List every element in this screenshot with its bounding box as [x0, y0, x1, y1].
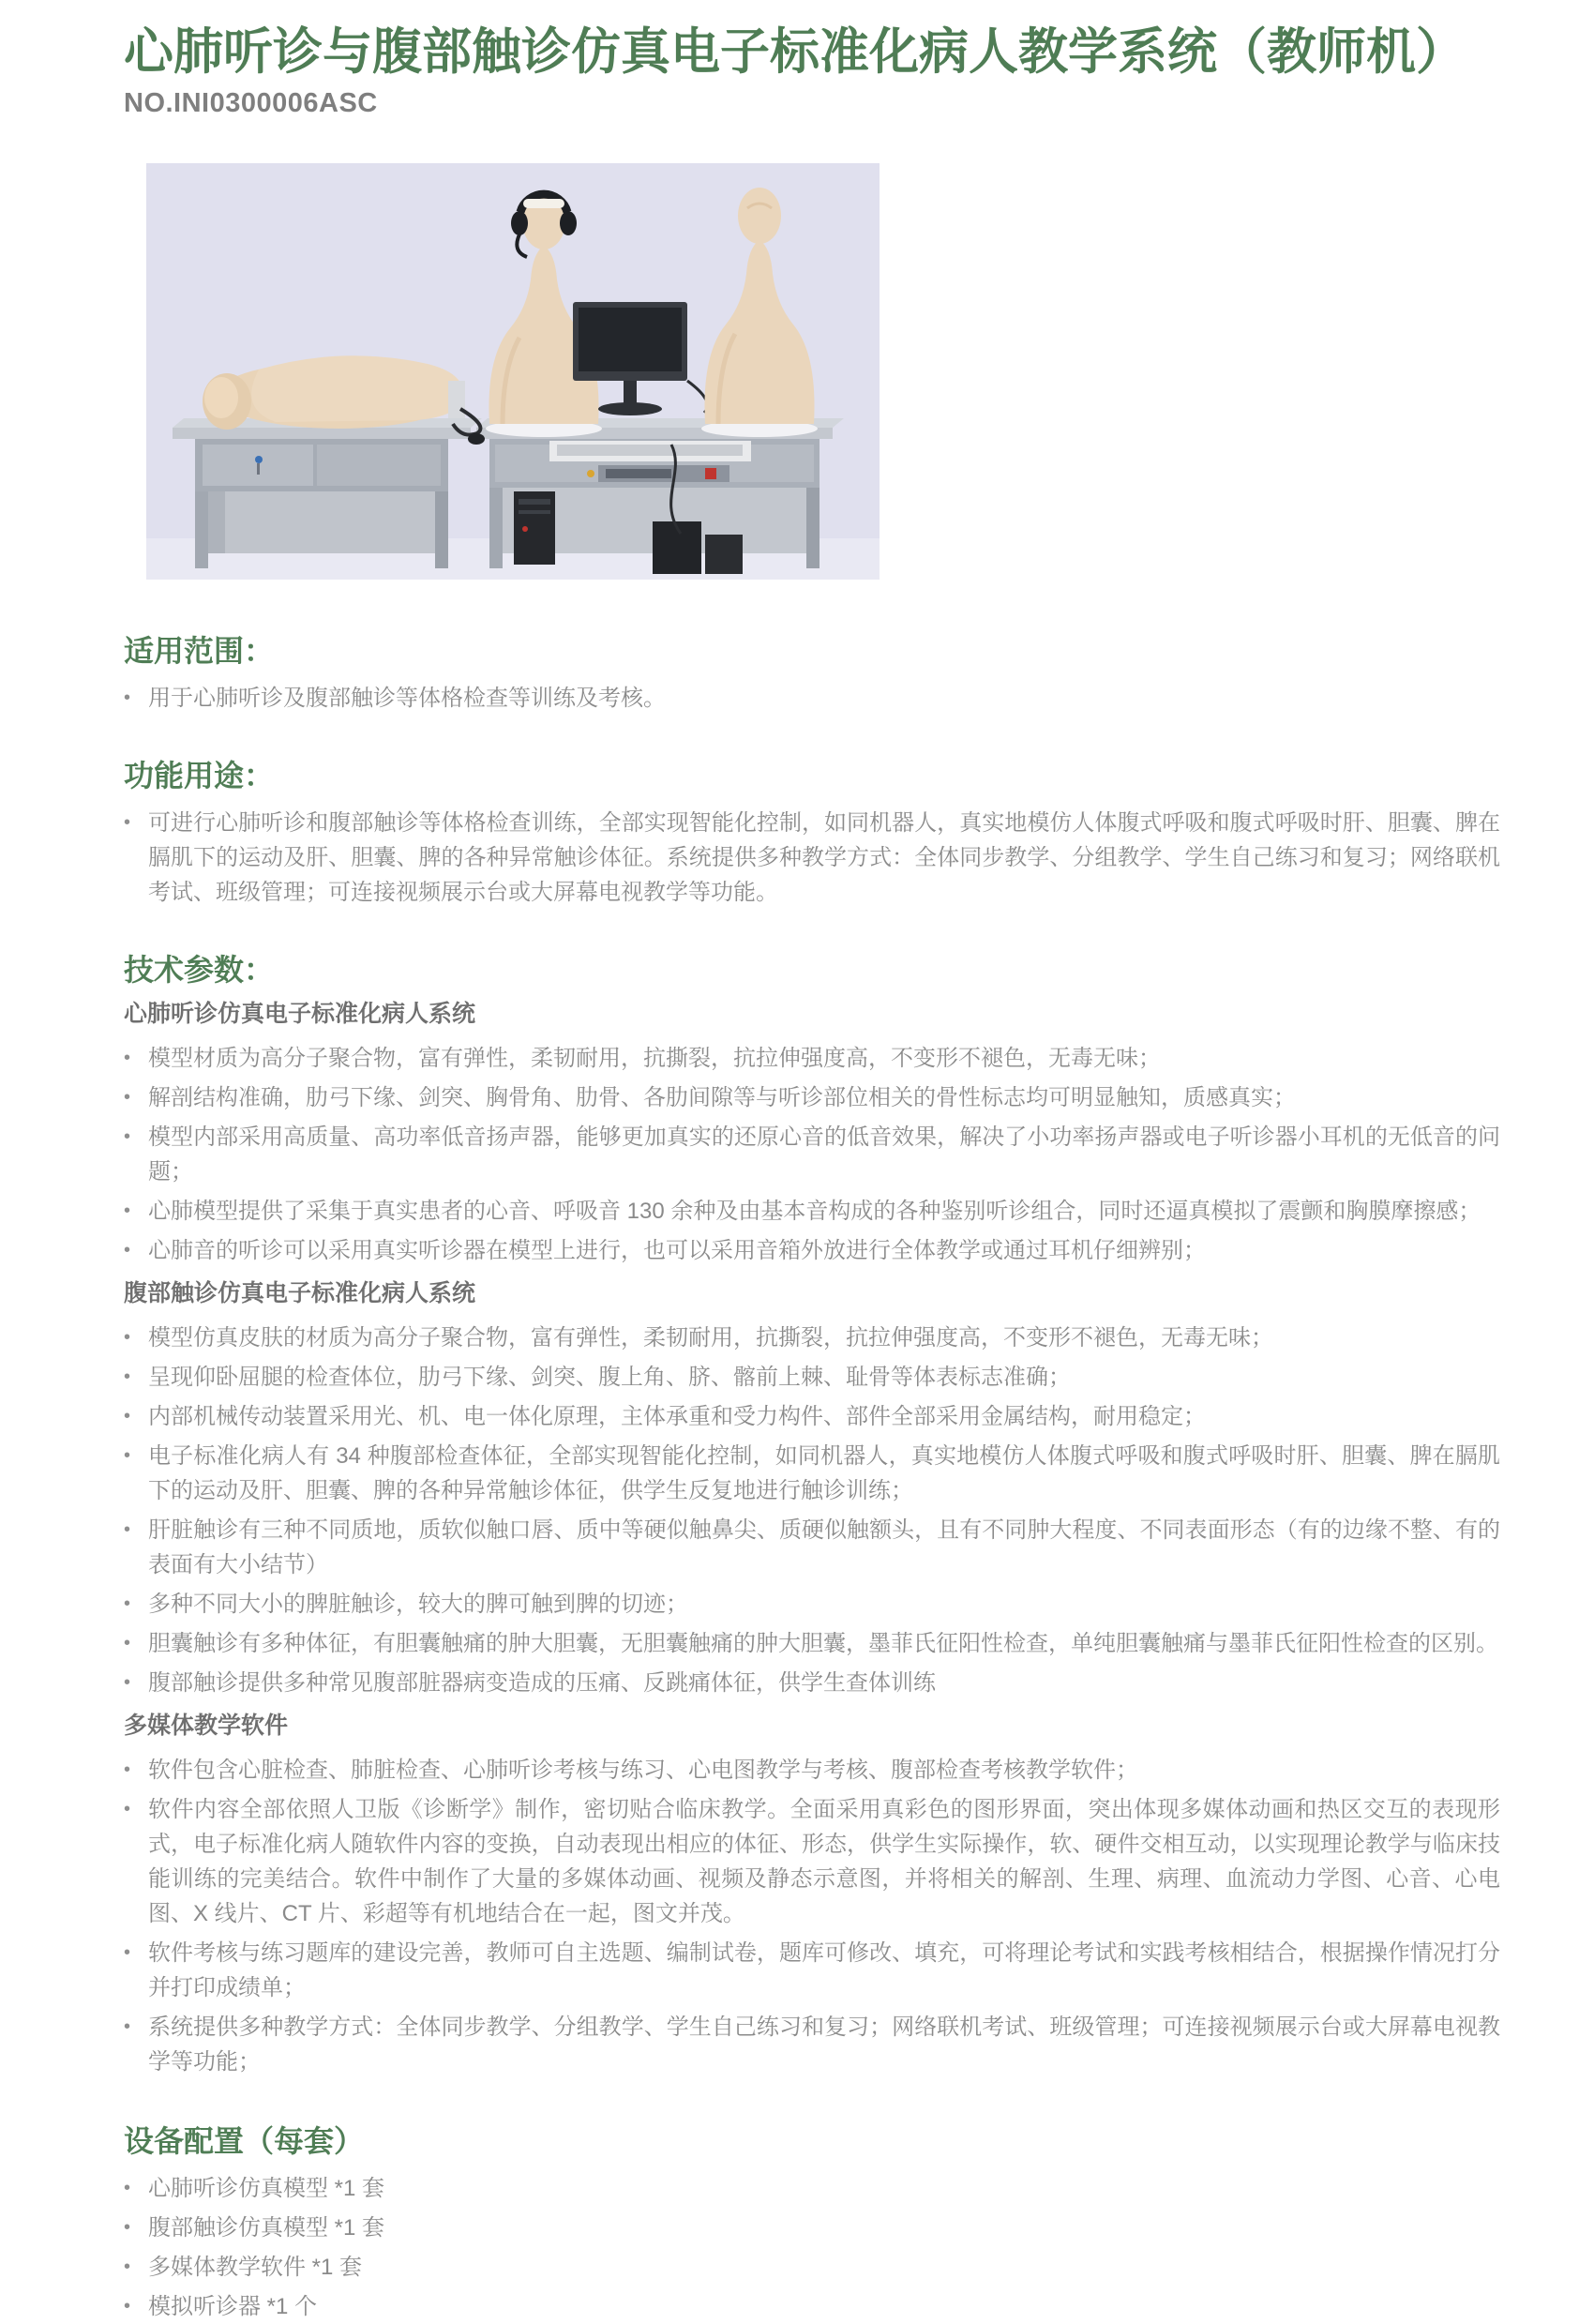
bullet-icon: • [124, 2178, 131, 2198]
product-photo [146, 163, 880, 580]
page-title: 心肺听诊与腹部触诊仿真电子标准化病人教学系统（教师机） [124, 24, 1466, 80]
section-heading-function: 功能用途： [124, 759, 275, 792]
bullet-icon: • [124, 1672, 131, 1693]
list-item-text: 系统提供多种教学方式：全体同步教学、分组教学、学生自己练习和复习；网络联机考试、班级管理；可连接视频展示台或大屏幕电视教学等功能； [148, 2015, 1500, 2075]
model-number: NO.INI0300006ASC [124, 88, 378, 118]
list-item [124, 1041, 1500, 1076]
bullet-icon: • [124, 2016, 131, 2037]
list-item [124, 2250, 1500, 2285]
scope-list [124, 681, 1500, 716]
bullet-icon: • [124, 1126, 131, 1147]
list-item [124, 1666, 1500, 1700]
bullet-icon: • [124, 1087, 131, 1108]
list-item-text: 软件内容全部依照人卫版《诊断学》制作，密切贴合临床教学。全面采用真彩色的图形界面，突出体现多媒体动画和热区交互的表现形式，电子标准化病人随软件内容的变换，自动表现出相应的体征、形态，供学生实际操作，软、硬件交相互动，以实现理论教学与临床技能训练的完美结合。软件中制作了大量的多媒体动画、视频及静态示意图，并将相关的解剖、生理、病理、血流动力学图、心音、心电图、X 线片、CT 片、彩超等有机地结合在一起，图文并茂。 [148, 1797, 1500, 1926]
bullet-icon: • [124, 1240, 131, 1260]
list-item-text: 腹部触诊仿真模型 *1 套 [148, 2215, 385, 2241]
list-item [124, 1439, 1500, 1508]
list-item-text: 可进行心肺听诊和腹部触诊等体格检查训练，全部实现智能化控制，如同机器人，真实地模仿人体腹式呼吸和腹式呼吸时肝、胆囊、脾在膈肌下的运动及肝、胆囊、脾的各种异常触诊体征。系统提供多种教学方式：全体同步教学、分组教学、学生自己练习和复习；网络联机考试、班级管理；可连接视频展示台或大屏幕电视教学等功能。 [148, 810, 1500, 905]
bullet-icon: • [124, 1366, 131, 1387]
auscultation-list [124, 1041, 1500, 1268]
list-item-text: 解剖结构准确，肋弓下缘、剑突、胸骨角、肋骨、各肋间隙等与听诊部位相关的骨性标志均可明显触知，质感真实； [148, 1085, 1296, 1110]
list-item-text: 心肺听诊仿真模型 *1 套 [148, 2176, 385, 2201]
bullet-icon: • [124, 2296, 131, 2316]
list-item [124, 1320, 1500, 1355]
bullet-icon: • [124, 2217, 131, 2238]
bullet-icon: • [124, 1593, 131, 1614]
list-item-text: 电子标准化病人有 34 种腹部检查体征，全部实现智能化控制，如同机器人，真实地模仿人体腹式呼吸和腹式呼吸时肝、胆囊、脾在膈肌下的运动及肝、胆囊、脾的各种异常触诊体征，供学生反复地进行触诊训练； [148, 1443, 1500, 1503]
bullet-icon: • [124, 1519, 131, 1540]
list-item [124, 1233, 1500, 1268]
list-item-text: 肝脏触诊有三种不同质地，质软似触口唇、质中等硬似触鼻尖、质硬似触额头，且有不同肿大程度、不同表面形态（有的边缘不整、有的表面有大小结节） [148, 1517, 1500, 1577]
list-item-text: 模型内部采用高质量、高功率低音扬声器，能够更加真实的还原心音的低音效果，解决了小功率扬声器或电子听诊器小耳机的无低音的问题； [148, 1124, 1500, 1185]
bullet-icon: • [124, 812, 131, 833]
subheading-palpation-system: 腹部触诊仿真电子标准化病人系统 [124, 1280, 476, 1306]
list-item [124, 2010, 1500, 2079]
bullet-icon: • [124, 1406, 131, 1426]
list-item [124, 1080, 1500, 1115]
config-list [124, 2171, 1500, 2324]
list-item [124, 2171, 1500, 2206]
right-desk [476, 418, 844, 574]
list-item-text: 内部机械传动装置采用光、机、电一体化原理，主体承重和受力构件、部件全部采用金属结构，耐用稳定； [148, 1404, 1206, 1429]
bullet-icon: • [124, 1942, 131, 1963]
multimedia-list [124, 1753, 1500, 2079]
left-desk [173, 418, 482, 568]
bullet-icon: • [124, 1048, 131, 1068]
list-item-text: 多媒体教学软件 *1 套 [148, 2255, 363, 2280]
section-heading-scope: 适用范围： [124, 634, 275, 668]
list-item [124, 1399, 1500, 1434]
list-item [124, 1194, 1500, 1229]
list-item [124, 2211, 1500, 2245]
list-item-text: 模型材质为高分子聚合物，富有弹性，柔韧耐用，抗撕裂，抗拉伸强度高，不变形不褪色，无毒无味； [148, 1046, 1161, 1071]
bullet-icon: • [124, 1759, 131, 1780]
list-item-text: 模型仿真皮肤的材质为高分子聚合物，富有弹性，柔韧耐用，抗撕裂，抗拉伸强度高，不变形不褪色，无毒无味； [148, 1325, 1273, 1351]
list-item [124, 806, 1500, 910]
list-item [124, 1792, 1500, 1931]
function-list [124, 806, 1500, 910]
palpation-list [124, 1320, 1500, 1700]
list-item [124, 2289, 1500, 2324]
list-item-text: 胆囊触诊有多种体征，有胆囊触痛的肿大胆囊，无胆囊触痛的肿大胆囊，墨菲氏征阳性检查，单纯胆囊触痛与墨菲氏征阳性检查的区别。 [148, 1631, 1498, 1656]
subheading-multimedia-software: 多媒体教学软件 [124, 1713, 289, 1739]
product-photo-illustration [146, 163, 880, 580]
bullet-icon: • [124, 1633, 131, 1653]
bullet-icon: • [124, 2256, 131, 2277]
list-item [124, 681, 1500, 716]
list-item [124, 1626, 1500, 1661]
list-item-text: 呈现仰卧屈腿的检查体位，肋弓下缘、剑突、腹上角、脐、髂前上棘、耻骨等体表标志准确； [148, 1365, 1071, 1390]
list-item-text: 多种不同大小的脾脏触诊，较大的脾可触到脾的切迹； [148, 1592, 688, 1617]
list-item-text: 软件包含心脏检查、肺脏检查、心肺听诊考核与练习、心电图教学与考核、腹部检查考核教学软件； [148, 1758, 1138, 1783]
section-heading-config: 设备配置（每套） [124, 2124, 365, 2158]
list-item [124, 1120, 1500, 1189]
bullet-icon: • [124, 1799, 131, 1819]
subheading-auscultation-system: 心肺听诊仿真电子标准化病人系统 [124, 1001, 476, 1027]
bullet-icon: • [124, 1200, 131, 1221]
bullet-icon: • [124, 687, 131, 708]
list-item-text: 软件考核与练习题库的建设完善，教师可自主选题、编制试卷，题库可修改、填充，可将理论考试和实践考核相结合，根据操作情况打分并打印成绩单； [148, 1940, 1500, 2000]
section-heading-tech: 技术参数： [124, 953, 275, 987]
list-item-text: 腹部触诊提供多种常见腹部脏器病变造成的压痛、反跳痛体征，供学生查体训练 [148, 1670, 936, 1696]
bullet-icon: • [124, 1445, 131, 1466]
list-item-text: 模拟听诊器 *1 个 [148, 2294, 318, 2319]
list-item [124, 1587, 1500, 1622]
list-item [124, 1753, 1500, 1788]
bullet-icon: • [124, 1327, 131, 1348]
list-item [124, 1360, 1500, 1395]
list-item-text: 心肺音的听诊可以采用真实听诊器在模型上进行，也可以采用音箱外放进行全体教学或通过耳机仔细辨别； [148, 1238, 1206, 1263]
list-item-text: 心肺模型提供了采集于真实患者的心音、呼吸音 130 余种及由基本音构成的各种鉴别听诊组合，同时还逼真模拟了震颤和胸膜摩擦感； [148, 1199, 1481, 1224]
list-item-text: 用于心肺听诊及腹部触诊等体格检查等训练及考核。 [148, 686, 666, 711]
list-item [124, 1936, 1500, 2005]
list-item [124, 1513, 1500, 1582]
